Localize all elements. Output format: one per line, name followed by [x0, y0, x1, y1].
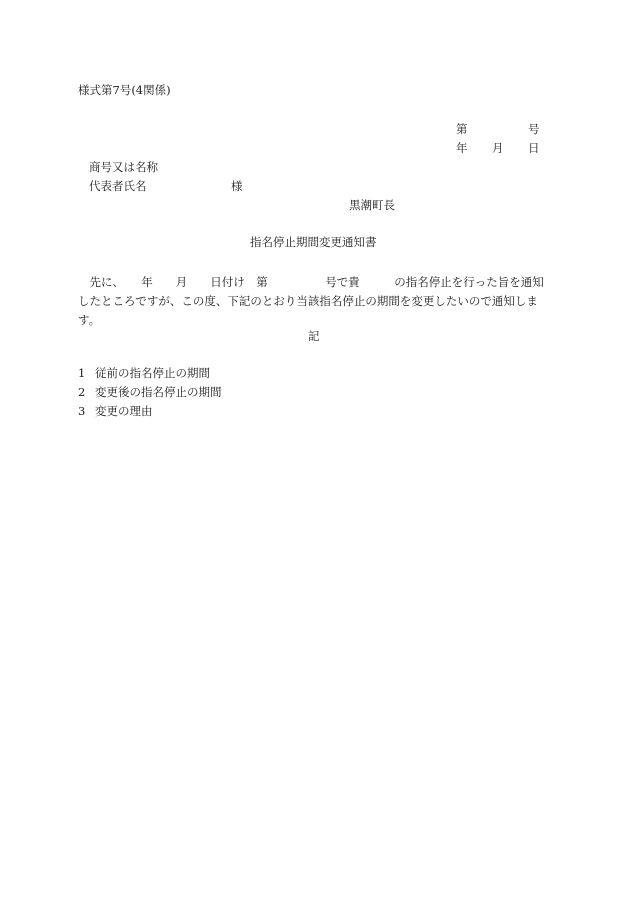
date-year: 年 [456, 141, 468, 155]
list-item [78, 406, 153, 418]
date-day: 日 [528, 141, 540, 155]
list-item [78, 368, 210, 380]
body-paragraph: 先に、 年 月 日付け 第 号で貴 の指名停止を行った旨を通知したところですが、この度、下記のとおり当該指名停止の期間を変更したいので通知します。 [78, 275, 544, 327]
issuer-name: 黒潮町長 [349, 198, 395, 212]
date-month: 月 [492, 141, 504, 155]
reference-number-prefix: 第 [456, 122, 468, 136]
list-item [78, 387, 222, 399]
list-item-number: 3 [78, 404, 86, 418]
reference-number-suffix: 号 [528, 122, 540, 136]
list-item-label: 変更の理由 [95, 404, 153, 418]
list-item-label: 従前の指名停止の期間 [95, 366, 210, 380]
list-item-number: 1 [78, 366, 86, 380]
ki-heading: 記 [308, 329, 320, 343]
addressee-representative: 代表者氏名 [89, 179, 147, 193]
list-item-number: 2 [78, 385, 86, 399]
addressee-honorific: 様 [231, 179, 243, 193]
addressee-company: 商号又は名称 [89, 160, 158, 174]
document-title: 指名停止期間変更通知書 [250, 235, 377, 249]
list-item-label: 変更後の指名停止の期間 [95, 385, 222, 399]
form-number: 様式第7号(4関係) [78, 83, 171, 97]
